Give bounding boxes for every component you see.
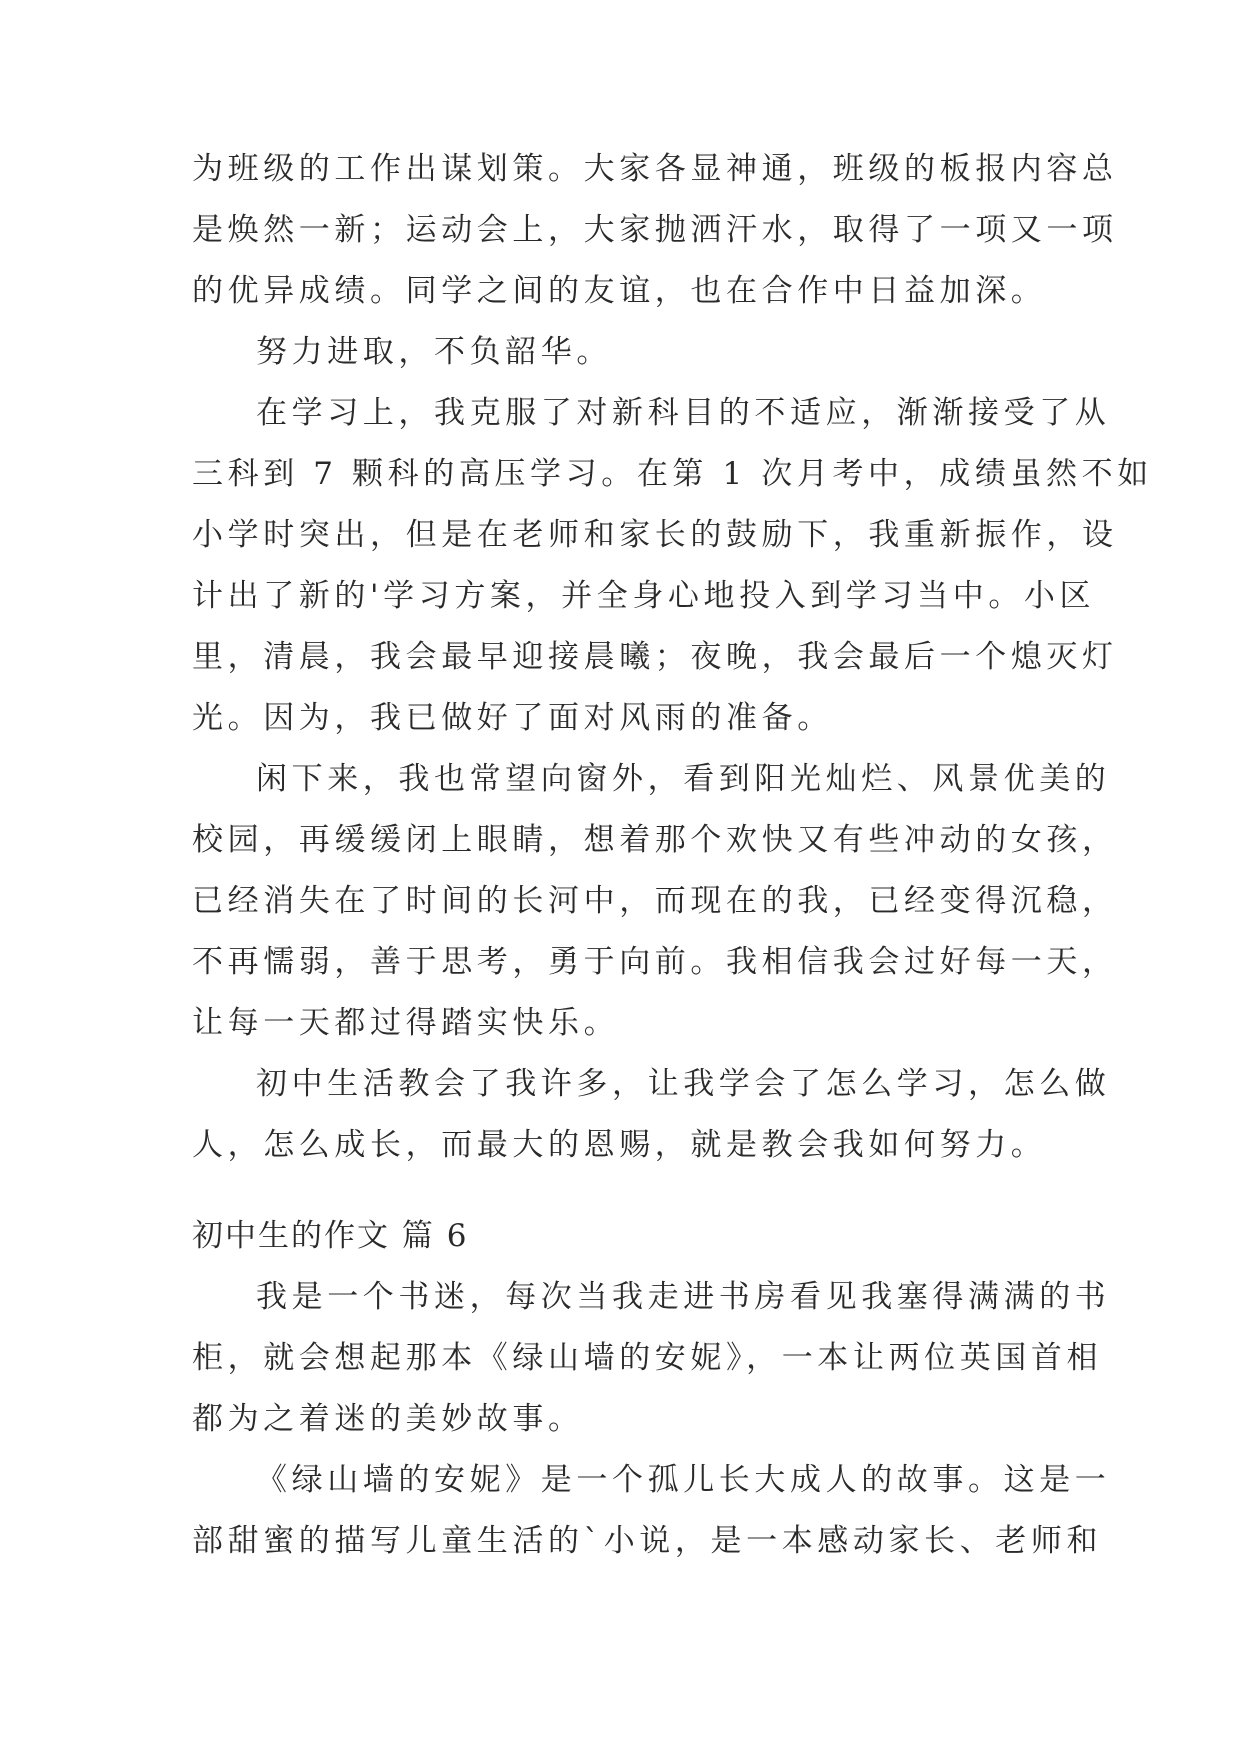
- text-line: 人，怎么成长，而最大的恩赐，就是教会我如何努力。: [192, 1127, 1047, 1163]
- text-line: 为班级的工作出谋划策。大家各显神通，班级的板报内容总: [192, 151, 1118, 187]
- text-line: 小学时突出，但是在老师和家长的鼓励下，我重新振作，设: [192, 517, 1118, 553]
- text-line: 里，清晨，我会最早迎接晨曦；夜晚，我会最后一个熄灭灯: [192, 639, 1118, 675]
- text-line: 的优异成绩。同学之间的友谊，也在合作中日益加深。: [192, 273, 1047, 309]
- text-line: 已经消失在了时间的长河中，而现在的我，已经变得沉稳，: [192, 883, 1118, 919]
- section-heading: 初中生的作文 篇 6: [192, 1218, 469, 1254]
- text-line: 校园，再缓缓闭上眼睛，想着那个欢快又有些冲动的女孩，: [192, 822, 1118, 858]
- text-line: 是焕然一新；运动会上，大家抛洒汗水，取得了一项又一项: [192, 212, 1118, 248]
- text-line: 努力进取，不负韶华。: [256, 334, 612, 370]
- text-line: 三科到 7 颗科的高压学习。在第 1 次月考中，成绩虽然不如: [192, 456, 1153, 492]
- text-line: 柜，就会想起那本《绿山墙的安妮》，一本让两位英国首相: [192, 1340, 1103, 1376]
- text-line: 在学习上，我克服了对新科目的不适应，渐渐接受了从: [256, 395, 1111, 431]
- text-line: 光。因为，我已做好了面对风雨的准备。: [192, 700, 833, 736]
- text-line: 闲下来，我也常望向窗外，看到阳光灿烂、风景优美的: [256, 761, 1111, 797]
- text-line: 《绿山墙的安妮》是一个孤儿长大成人的故事。这是一: [256, 1462, 1111, 1498]
- text-line: 初中生活教会了我许多，让我学会了怎么学习，怎么做: [256, 1066, 1111, 1102]
- text-line: 计出了新的'学习方案，并全身心地投入到学习当中。小区: [192, 578, 1096, 614]
- text-line: 都为之着迷的美妙故事。: [192, 1401, 584, 1437]
- text-line: 不再懦弱，善于思考，勇于向前。我相信我会过好每一天，: [192, 944, 1118, 980]
- text-line: 我是一个书迷，每次当我走进书房看见我塞得满满的书: [256, 1279, 1111, 1315]
- text-line: 让每一天都过得踏实快乐。: [192, 1005, 620, 1041]
- text-line: 部甜蜜的描写儿童生活的`小说，是一本感动家长、老师和: [192, 1523, 1103, 1559]
